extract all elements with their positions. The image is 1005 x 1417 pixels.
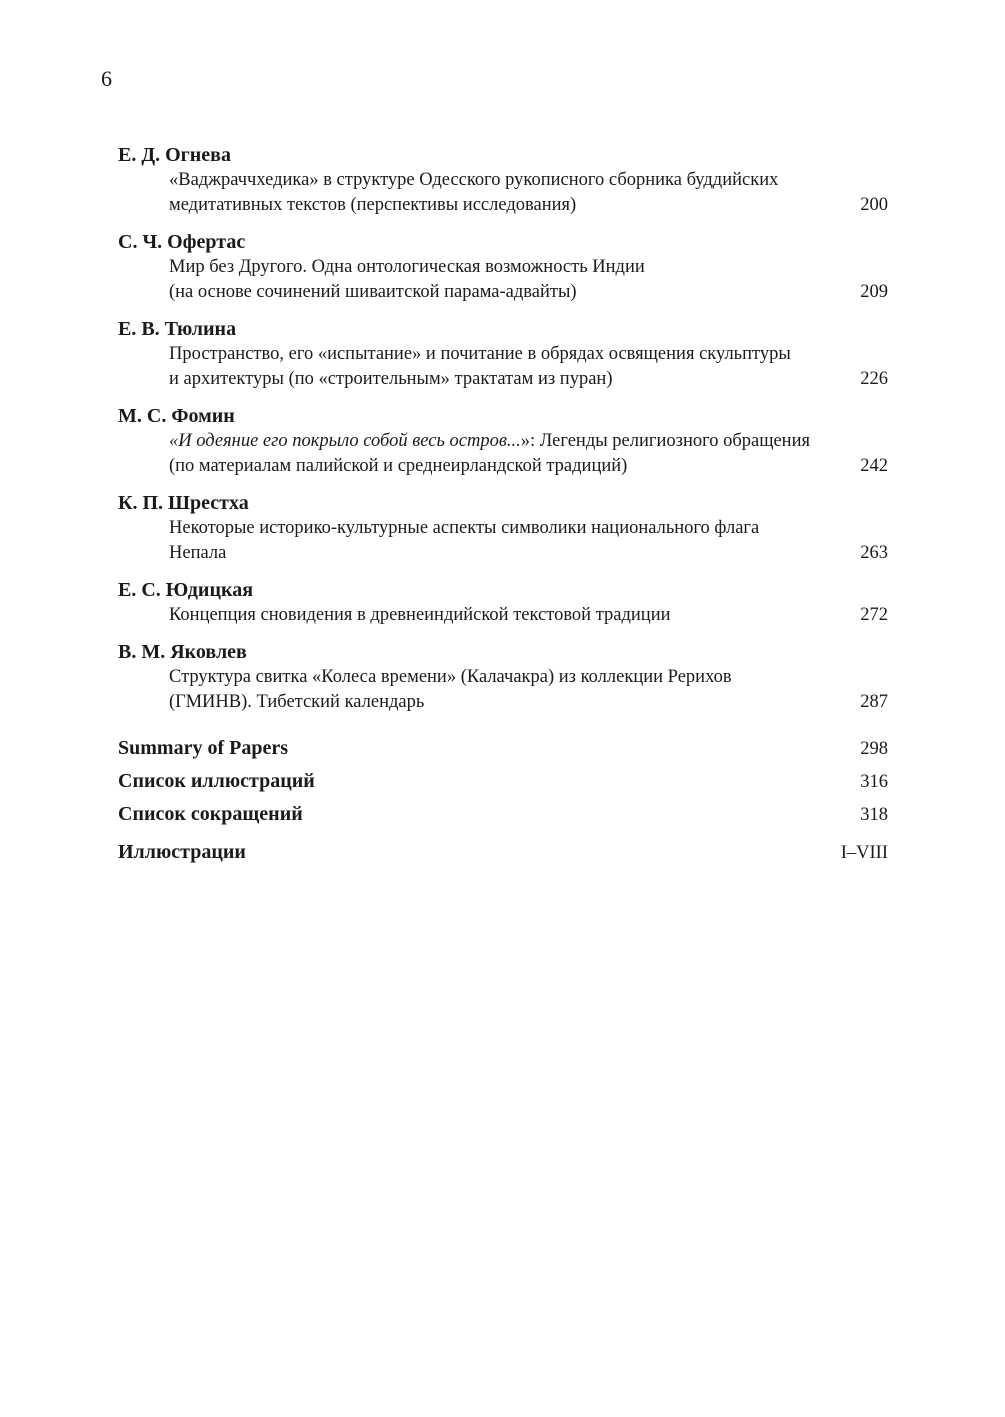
entry-title-line: Некоторые историко-культурные аспекты символики национального флага	[169, 518, 760, 538]
entry-page-number: 209	[860, 282, 888, 302]
entry-title-line: (по материалам палийской и среднеирландской традиций)	[169, 456, 628, 476]
entry-author: В. М. Яковлев	[118, 641, 247, 663]
toc-entry	[118, 316, 888, 392]
entry-title-line: медитативных текстов (перспективы исследования)	[169, 195, 577, 215]
entry-title-line: Непала	[169, 543, 227, 563]
entry-title-line: «Ваджраччхедика» в структуре Одесского рукописного сборника буддийских	[169, 170, 779, 190]
entry-page-number: 263	[860, 543, 888, 563]
entry-title-rest: »: Легенды религиозного обращения	[520, 431, 810, 451]
back-matter-page: 298	[860, 739, 888, 759]
entry-page-number: 200	[860, 195, 888, 215]
entry-title	[169, 255, 848, 305]
back-matter-row	[118, 841, 888, 874]
entry-title-row	[118, 516, 888, 566]
entry-title	[169, 516, 848, 566]
toc-entry	[118, 229, 888, 305]
toc-entry	[118, 577, 888, 628]
entry-title-line: (на основе сочинений шиваитской парама-адвайты)	[169, 282, 577, 302]
entry-title-line: Структура свитка «Колеса времени» (Калачакра) из коллекции Рерихов	[169, 667, 732, 687]
entry-title-row	[118, 429, 888, 479]
entry-title-line: Концепция сновидения в древнеиндийской текстовой традиции	[169, 605, 671, 625]
entry-author: С. Ч. Офертас	[118, 231, 246, 253]
entry-page-number: 272	[860, 605, 888, 625]
back-matter-page: 316	[860, 772, 888, 792]
back-matter-title: Summary of Papers	[118, 737, 288, 759]
page-number: 6	[101, 66, 112, 91]
entry-title	[169, 665, 848, 715]
entry-page-number: 226	[860, 369, 888, 389]
toc-entry	[118, 490, 888, 566]
toc-entry	[118, 403, 888, 479]
entry-title-line: Мир без Другого. Одна онтологическая возможность Индии	[169, 257, 645, 277]
entry-title-line: Пространство, его «испытание» и почитание в обрядах освящения скульптуры	[169, 344, 791, 364]
entry-author: М. С. Фомин	[118, 405, 235, 427]
entry-title-line: (ГМИНВ). Тибетский календарь	[169, 692, 425, 712]
entry-author: Е. Д. Огнева	[118, 144, 231, 166]
entry-title-row	[118, 665, 888, 715]
back-matter-row	[118, 737, 888, 770]
entry-title	[169, 168, 848, 218]
entry-title	[169, 342, 848, 392]
entry-title-row	[118, 342, 888, 392]
entry-page-number: 287	[860, 692, 888, 712]
entry-title	[169, 429, 848, 479]
entry-title-line: и архитектуры (по «строительным» трактатам из пуран)	[169, 369, 613, 389]
back-matter-row	[118, 803, 888, 836]
back-matter-title: Список сокращений	[118, 803, 303, 825]
back-matter-page: 318	[860, 805, 888, 825]
back-matter-title: Список иллюстраций	[118, 770, 315, 792]
entry-author: Е. В. Тюлина	[118, 318, 237, 340]
entry-title-line	[169, 429, 848, 454]
table-of-contents	[118, 142, 888, 874]
back-matter-row	[118, 770, 888, 803]
entry-title-row	[118, 603, 888, 628]
entry-author: Е. С. Юдицкая	[118, 579, 254, 601]
entry-author: К. П. Шрестха	[118, 492, 249, 514]
back-matter	[118, 737, 888, 874]
entry-title-italic: «И одеяние его покрыло собой весь остров...	[169, 431, 521, 451]
entry-title	[169, 603, 848, 628]
back-matter-title: Иллюстрации	[118, 841, 246, 863]
entry-page-number: 242	[860, 456, 888, 476]
toc-entry	[118, 142, 888, 218]
entry-title-row	[118, 255, 888, 305]
toc-entry	[118, 639, 888, 715]
entry-title-row	[118, 168, 888, 218]
back-matter-page: I–VIII	[840, 843, 888, 863]
